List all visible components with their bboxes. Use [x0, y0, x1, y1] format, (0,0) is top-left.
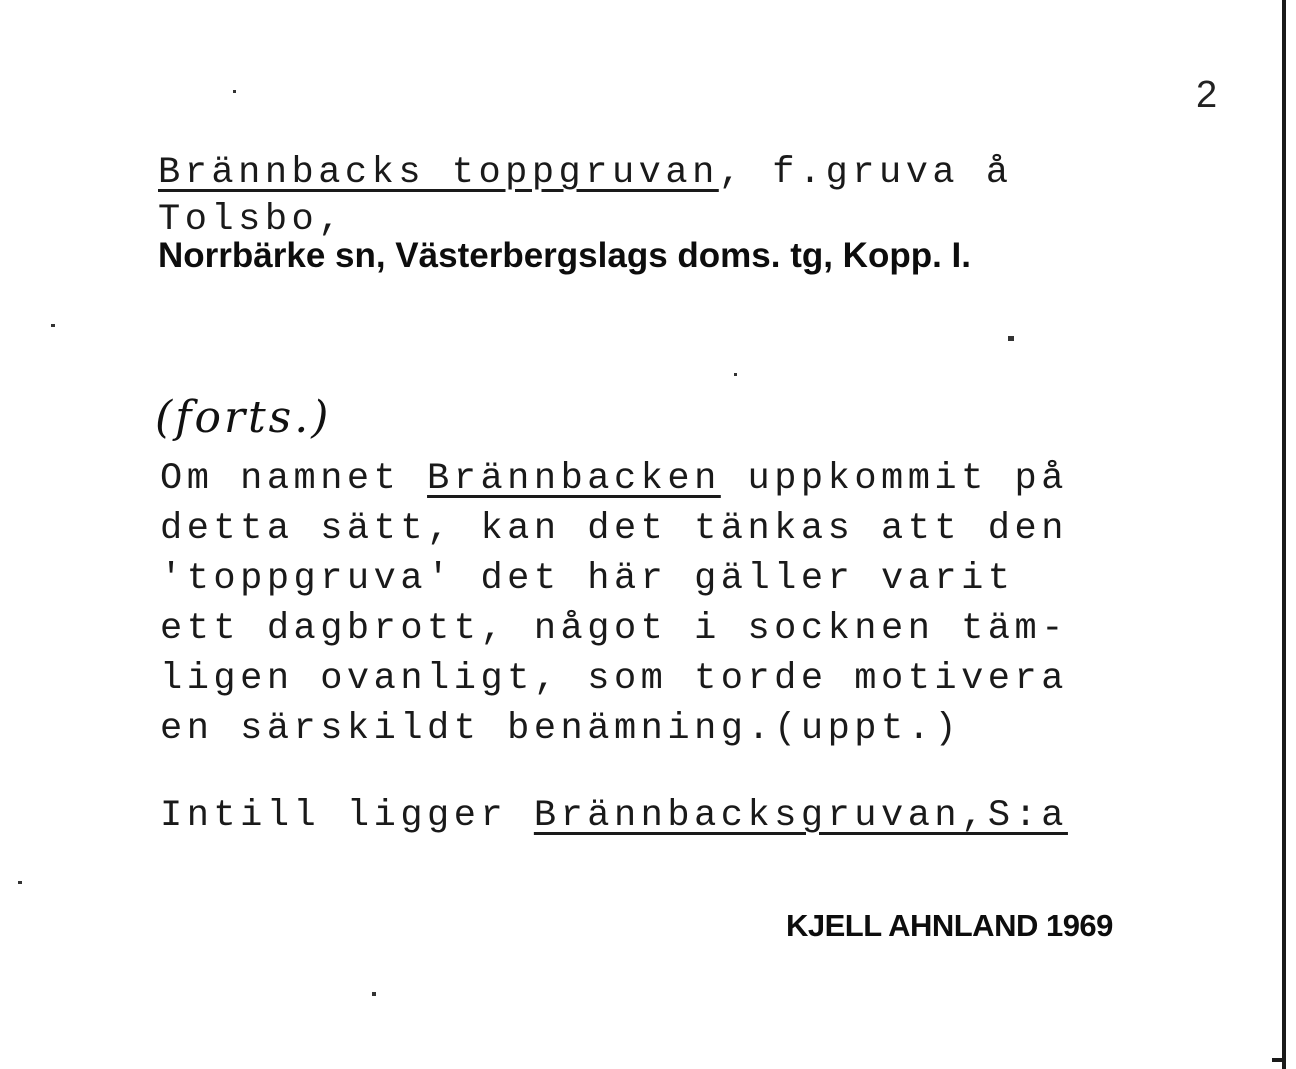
body-underlined-name: Brännbacken: [427, 458, 721, 500]
body-line-2: detta sätt, kan det tänkas att den: [160, 508, 1068, 550]
adjacent-line: [160, 795, 1068, 837]
place-name-title: Brännbacks toppgruvan: [158, 152, 719, 194]
body-line-4: ett dagbrott, något i socknen täm-: [160, 608, 1068, 650]
speck: [372, 992, 376, 996]
body-line-5: ligen ovanligt, som torde motivera: [160, 658, 1068, 700]
speck: [1008, 336, 1014, 341]
handwritten-note: (forts.): [155, 392, 332, 443]
body-line-3: 'toppgruva' det här gäller varit: [160, 558, 1015, 600]
adjacent-mine-name: Brännbacksgruvan,S:a: [533, 795, 1068, 837]
adjacent-pre: Intill ligger: [160, 795, 534, 837]
body-line-1: [160, 458, 1068, 500]
body-line-1-post: uppkommit på: [720, 458, 1068, 500]
speck: [51, 324, 55, 327]
speck: [18, 881, 22, 884]
card-edge: [1282, 0, 1286, 1069]
heading-line-1: [158, 152, 1013, 194]
heading-rest: , f.gruva å: [718, 152, 1013, 194]
body-line-6: en särskildt benämning.(uppt.): [160, 708, 962, 750]
card-edge-corner: [1272, 1058, 1286, 1062]
heading-line-2: Tolsbo,: [158, 199, 345, 241]
speck: [233, 90, 236, 93]
body-line-1-pre: Om namnet: [160, 458, 428, 500]
parish-line: Norrbärke sn, Västerbergslags doms. tg, Kopp. I.: [158, 236, 971, 275]
signature-stamp: KJELL AHNLAND 1969: [786, 908, 1113, 943]
speck: [734, 373, 737, 376]
page-number: 2: [1196, 74, 1218, 116]
